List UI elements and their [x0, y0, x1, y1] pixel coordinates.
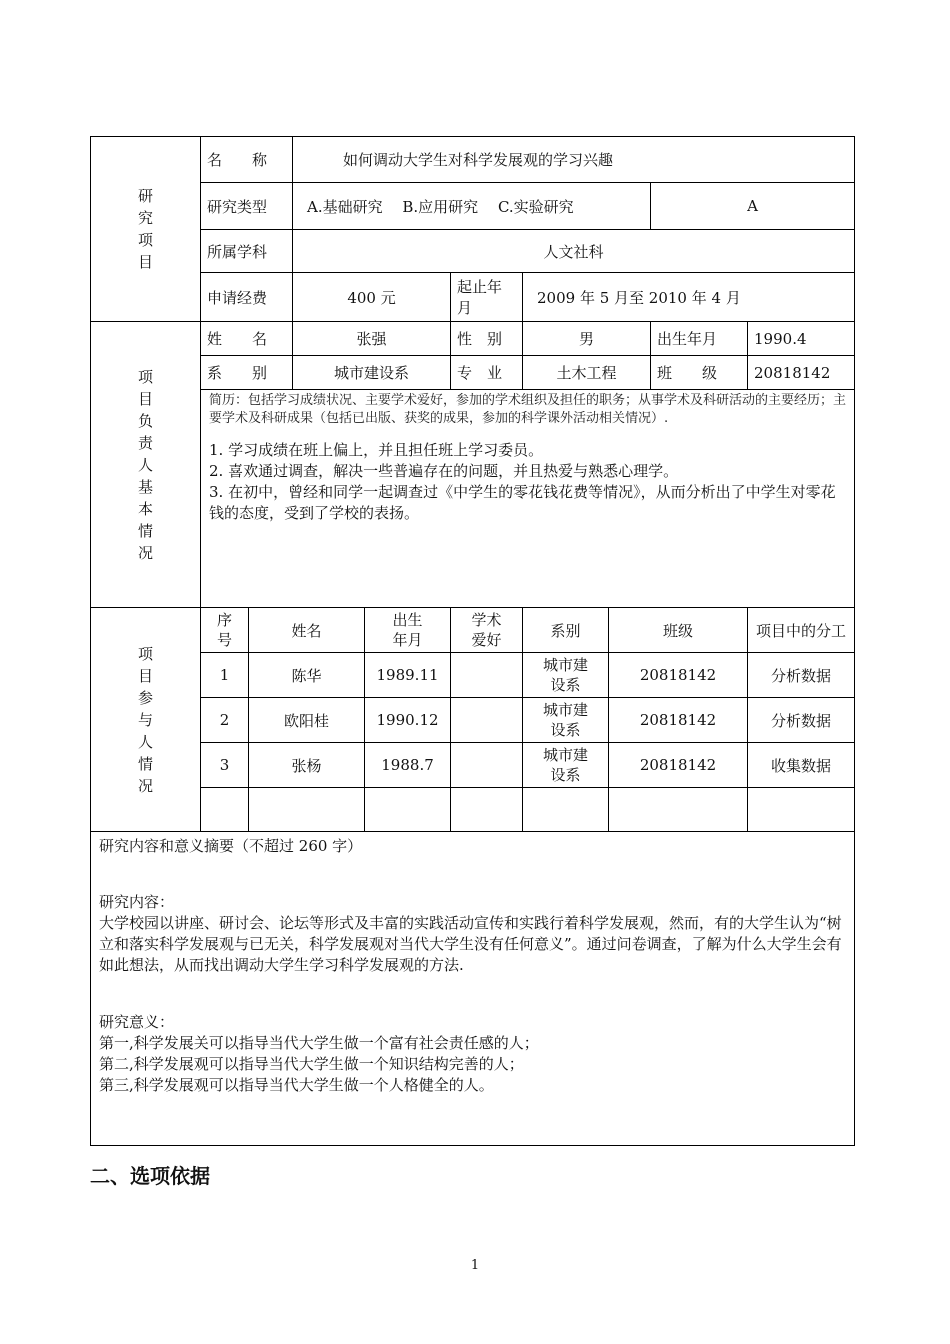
- cell-empty: [249, 788, 365, 832]
- project-name-label: 名 称: [201, 137, 293, 183]
- cell-dept: 城市建 设系: [523, 698, 609, 743]
- project-type-label: 研究类型: [201, 183, 293, 230]
- cell-name: 张杨: [249, 743, 365, 788]
- leader-class-value: 20818142: [748, 356, 855, 390]
- cell-empty: [748, 788, 855, 832]
- cell-seq: 3: [201, 743, 249, 788]
- significance-item: 第三,科学发展观可以指导当代大学生做一个人格健全的人。: [99, 1076, 494, 1094]
- project-name-value: 如何调动大学生对科学发展观的学习兴趣: [293, 137, 855, 183]
- cell-empty: [523, 788, 609, 832]
- participants-section-label: 项 目 参 与 人 情 况: [91, 608, 201, 832]
- leader-gender-label: 性 别: [451, 322, 523, 356]
- resume-item: 1. 学习成绩在班上偏上，并且担任班上学习委员。: [209, 441, 544, 459]
- col-header-class: 班级: [609, 608, 748, 653]
- cell-hobby: [451, 698, 523, 743]
- discipline-value: 人文社科: [293, 230, 855, 273]
- leader-section-label: 项 目 负 责 人 基 本 情 况: [91, 322, 201, 608]
- period-value: 2009 年 5 月至 2010 年 4 月: [523, 273, 855, 322]
- period-label: 起止年月: [451, 273, 523, 322]
- abstract-cell: [91, 832, 855, 1146]
- abstract-title: 研究内容和意义摘要（不超过 260 字）: [99, 837, 363, 855]
- resume-hint: 简历：包括学习成绩状况、主要学术爱好，参加的学术组织及担任的职务；从事学术及科研活动的主要经历；主要学术及科研成果（包括已出版、获奖的成果，参加的科学课外活动相关情况）.: [209, 393, 847, 426]
- content-text: 大学校园以讲座、研讨会、论坛等形式及丰富的实践活动宣传和实践行着科学发展观，然而，有的大学生认为“树立和落实科学发展观与已无关，科学发展观对当代大学生没有任何意义”。通过问卷调查，了解为什么大学生会有如此想法，从而找出调动大学生学习科学发展观的方法.: [99, 914, 842, 974]
- col-header-name: 姓名: [249, 608, 365, 653]
- cell-role: 收集数据: [748, 743, 855, 788]
- leader-major-label: 专 业: [451, 356, 523, 390]
- cell-birth: 1990.12: [365, 698, 451, 743]
- project-type-options: A.基础研究 B.应用研究 C.实验研究: [293, 183, 651, 230]
- discipline-label: 所属学科: [201, 230, 293, 273]
- table-row: [91, 653, 855, 698]
- project-type-value: A: [651, 183, 855, 230]
- leader-name-label: 姓 名: [201, 322, 293, 356]
- funding-value: 400 元: [293, 273, 451, 322]
- leader-dept-value: 城市建设系: [293, 356, 451, 390]
- cell-class: 20818142: [609, 653, 748, 698]
- resume-item: 2. 喜欢通过调查，解决一些普遍存在的问题，并且热爱与熟悉心理学。: [209, 462, 679, 480]
- col-header-dept: 系别: [523, 608, 609, 653]
- col-header-birth: 出生 年月: [365, 608, 451, 653]
- leader-gender-value: 男: [523, 322, 651, 356]
- resume-item: 3. 在初中，曾经和同学一起调查过《中学生的零花钱花费等情况》，从而分析出了中学生对零花钱的态度，受到了学校的表扬。: [209, 483, 836, 522]
- cell-name: 陈华: [249, 653, 365, 698]
- cell-class: 20818142: [609, 698, 748, 743]
- leader-dept-label: 系 别: [201, 356, 293, 390]
- cell-seq: 1: [201, 653, 249, 698]
- cell-empty: [365, 788, 451, 832]
- cell-role: 分析数据: [748, 653, 855, 698]
- application-form-table: [90, 136, 855, 1146]
- significance-item: 第一,科学发展关可以指导当代大学生做一个富有社会责任感的人；: [99, 1034, 539, 1052]
- cell-dept: 城市建 设系: [523, 653, 609, 698]
- cell-role: 分析数据: [748, 698, 855, 743]
- significance-item: 第二,科学发展观可以指导当代大学生做一个知识结构完善的人；: [99, 1055, 524, 1073]
- table-row: [91, 743, 855, 788]
- cell-hobby: [451, 653, 523, 698]
- leader-birth-value: 1990.4: [748, 322, 855, 356]
- leader-name-value: 张强: [293, 322, 451, 356]
- page-number: 1: [470, 1258, 480, 1273]
- cell-birth: 1988.7: [365, 743, 451, 788]
- leader-major-value: 土木工程: [523, 356, 651, 390]
- cell-name: 欧阳桂: [249, 698, 365, 743]
- cell-empty: [201, 788, 249, 832]
- significance-label: 研究意义：: [99, 1013, 175, 1031]
- section-title: 二、选项依据: [90, 1164, 210, 1188]
- leader-resume: [201, 390, 855, 608]
- table-row: [91, 698, 855, 743]
- cell-hobby: [451, 743, 523, 788]
- cell-class: 20818142: [609, 743, 748, 788]
- cell-empty: [451, 788, 523, 832]
- col-header-role: 项目中的分工: [748, 608, 855, 653]
- cell-birth: 1989.11: [365, 653, 451, 698]
- cell-dept: 城市建 设系: [523, 743, 609, 788]
- project-section-label: 研 究 项 目: [91, 137, 201, 322]
- content-label: 研究内容：: [99, 893, 175, 911]
- leader-class-label: 班 级: [651, 356, 748, 390]
- table-row: [91, 788, 855, 832]
- cell-seq: 2: [201, 698, 249, 743]
- col-header-seq: 序 号: [201, 608, 249, 653]
- funding-label: 申请经费: [201, 273, 293, 322]
- leader-birth-label: 出生年月: [651, 322, 748, 356]
- cell-empty: [609, 788, 748, 832]
- col-header-hobby: 学术 爱好: [451, 608, 523, 653]
